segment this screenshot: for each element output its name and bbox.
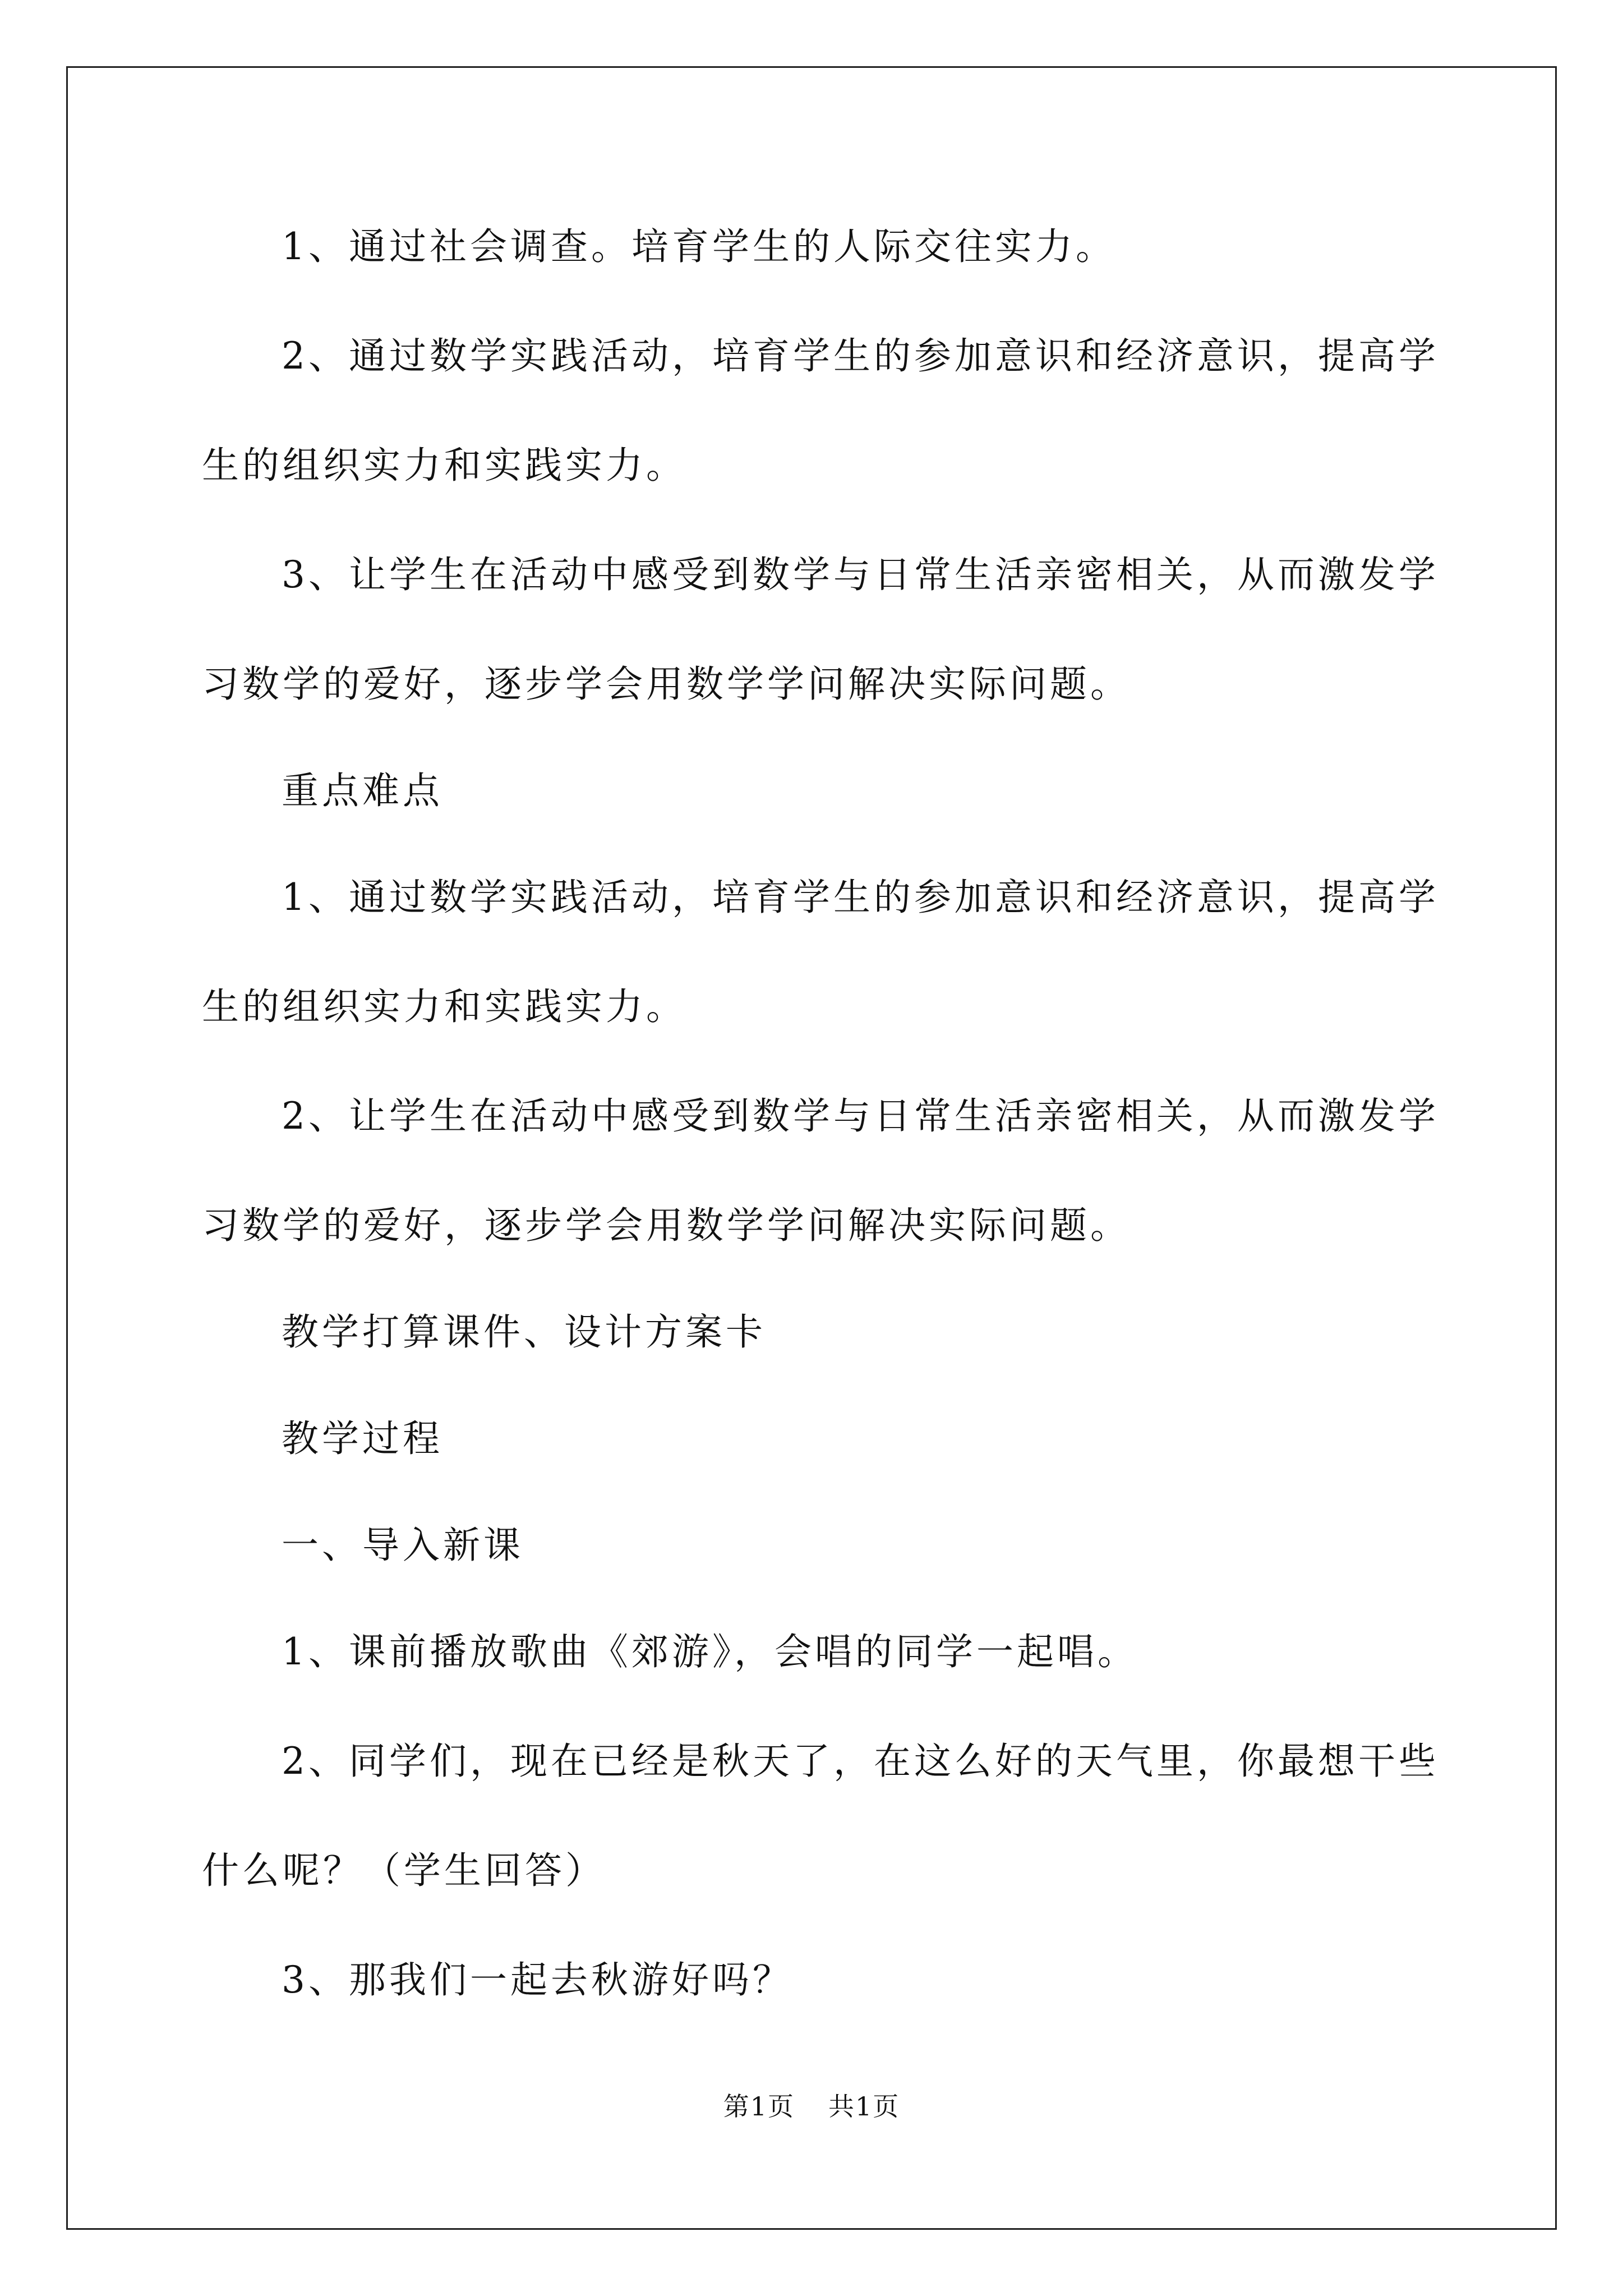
paragraph-line: 2、让学生在活动中感受到数学与日常生活亲密相关，从而激发学 [282, 1094, 1439, 1138]
paragraph-line: 什么呢？（学生回答） [202, 1849, 606, 1892]
page-footer [0, 2091, 1623, 2122]
section-heading: 重点难点 [282, 769, 443, 812]
paragraph-line: 2、同学们，现在已经是秋天了，在这么好的天气里，你最想干些 [282, 1740, 1439, 1783]
paragraph-line: 生的组织实力和实践实力。 [202, 985, 686, 1028]
paragraph-line: 3、让学生在活动中感受到数学与日常生活亲密相关，从而激发学 [282, 553, 1439, 596]
paragraph-line: 生的组织实力和实践实力。 [202, 444, 686, 487]
paragraph-line: 教学打算课件、设计方案卡 [282, 1310, 766, 1354]
section-heading: 教学过程 [282, 1417, 443, 1460]
paragraph-line: 3、那我们一起去秋游好吗？ [282, 1958, 793, 2001]
paragraph-line: 1、通过社会调查。培育学生的人际交往实力。 [282, 225, 1116, 268]
paragraph-line: 习数学的爱好，逐步学会用数学学问解决实际问题。 [202, 1204, 1131, 1247]
paragraph-line: 1、课前播放歌曲《郊游》，会唱的同学一起唱。 [282, 1630, 1138, 1673]
paragraph-line: 习数学的爱好，逐步学会用数学学问解决实际问题。 [202, 662, 1131, 706]
section-heading: 一、导入新课 [282, 1524, 524, 1567]
page-number-total: 共1页 [828, 2091, 900, 2122]
page-border [66, 66, 1557, 2230]
paragraph-line: 1、通过数学实践活动，培育学生的参加意识和经济意识，提高学 [282, 876, 1439, 919]
paragraph-line: 2、通过数学实践活动，培育学生的参加意识和经济意识，提高学 [282, 334, 1439, 378]
page-number-current: 第1页 [723, 2091, 795, 2122]
